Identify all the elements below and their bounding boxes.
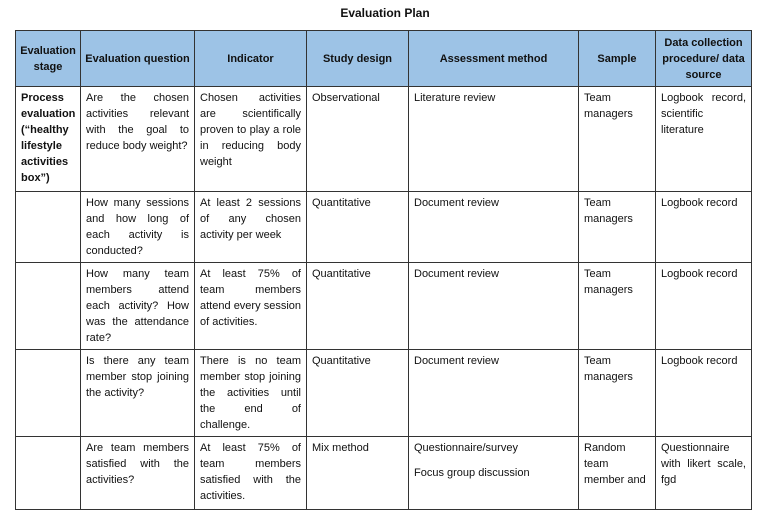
indicator-cell: There is no team member stop joining the activities until the end of challenge. xyxy=(195,350,307,437)
method-cell: Document review xyxy=(409,263,579,350)
source-cell: Logbook record xyxy=(656,263,752,350)
sample-cell: Team managers xyxy=(579,192,656,263)
header-study-design: Study design xyxy=(307,31,409,87)
header-indicator: Indicator xyxy=(195,31,307,87)
method-cell: Document review xyxy=(409,192,579,263)
page-title: Evaluation Plan xyxy=(340,6,430,20)
table-row xyxy=(16,87,752,192)
indicator-cell: At least 75% of team members satisfied with the activities. xyxy=(195,437,307,510)
stage-cell xyxy=(16,350,81,437)
header-data-source: Data collection procedure/ data source xyxy=(656,31,752,87)
sample-cell: Team managers xyxy=(579,87,656,192)
stage-cell xyxy=(16,437,81,510)
stage-cell xyxy=(16,263,81,350)
question-cell: How many team members attend each activity? How was the attendance rate? xyxy=(81,263,195,350)
header-row xyxy=(16,31,752,87)
method-item: Questionnaire/survey xyxy=(414,442,518,454)
table-row xyxy=(16,192,752,263)
method-item: Focus group discussion xyxy=(414,467,530,479)
header-evaluation-question: Evaluation question xyxy=(81,31,195,87)
question-cell: How many sessions and how long of each activity is conducted? xyxy=(81,192,195,263)
source-cell: Logbook record, scientific literature xyxy=(656,87,752,192)
header-evaluation-stage: Evaluation stage xyxy=(16,31,81,87)
method-cell xyxy=(409,437,579,510)
table-row xyxy=(16,437,752,510)
question-cell: Is there any team member stop joining the activity? xyxy=(81,350,195,437)
method-cell: Literature review xyxy=(409,87,579,192)
design-cell: Quantitative xyxy=(307,192,409,263)
method-cell: Document review xyxy=(409,350,579,437)
question-cell: Are team members satisfied with the activities? xyxy=(81,437,195,510)
indicator-cell: Chosen activities are scientifically proven to play a role in reducing body weight xyxy=(195,87,307,192)
design-cell: Mix method xyxy=(307,437,409,510)
design-cell: Quantitative xyxy=(307,263,409,350)
source-cell: Logbook record xyxy=(656,350,752,437)
stage-cell xyxy=(16,192,81,263)
indicator-cell: At least 75% of team members attend every session of activities. xyxy=(195,263,307,350)
sample-cell: Team managers xyxy=(579,263,656,350)
table-row xyxy=(16,350,752,437)
sample-cell: Team managers xyxy=(579,350,656,437)
design-cell: Quantitative xyxy=(307,350,409,437)
table-row xyxy=(16,263,752,350)
question-cell: Are the chosen activities relevant with the goal to reduce body weight? xyxy=(81,87,195,192)
source-cell: Questionnaire with likert scale, fgd xyxy=(656,437,752,510)
sample-cell: Random team member and xyxy=(579,437,656,510)
evaluation-plan-table xyxy=(15,30,752,510)
header-assessment-method: Assessment method xyxy=(409,31,579,87)
header-sample: Sample xyxy=(579,31,656,87)
stage-cell: Process evaluation (“healthy lifestyle activities box”) xyxy=(16,87,81,192)
source-cell: Logbook record xyxy=(656,192,752,263)
indicator-cell: At least 2 sessions of any chosen activity per week xyxy=(195,192,307,263)
design-cell: Observational xyxy=(307,87,409,192)
